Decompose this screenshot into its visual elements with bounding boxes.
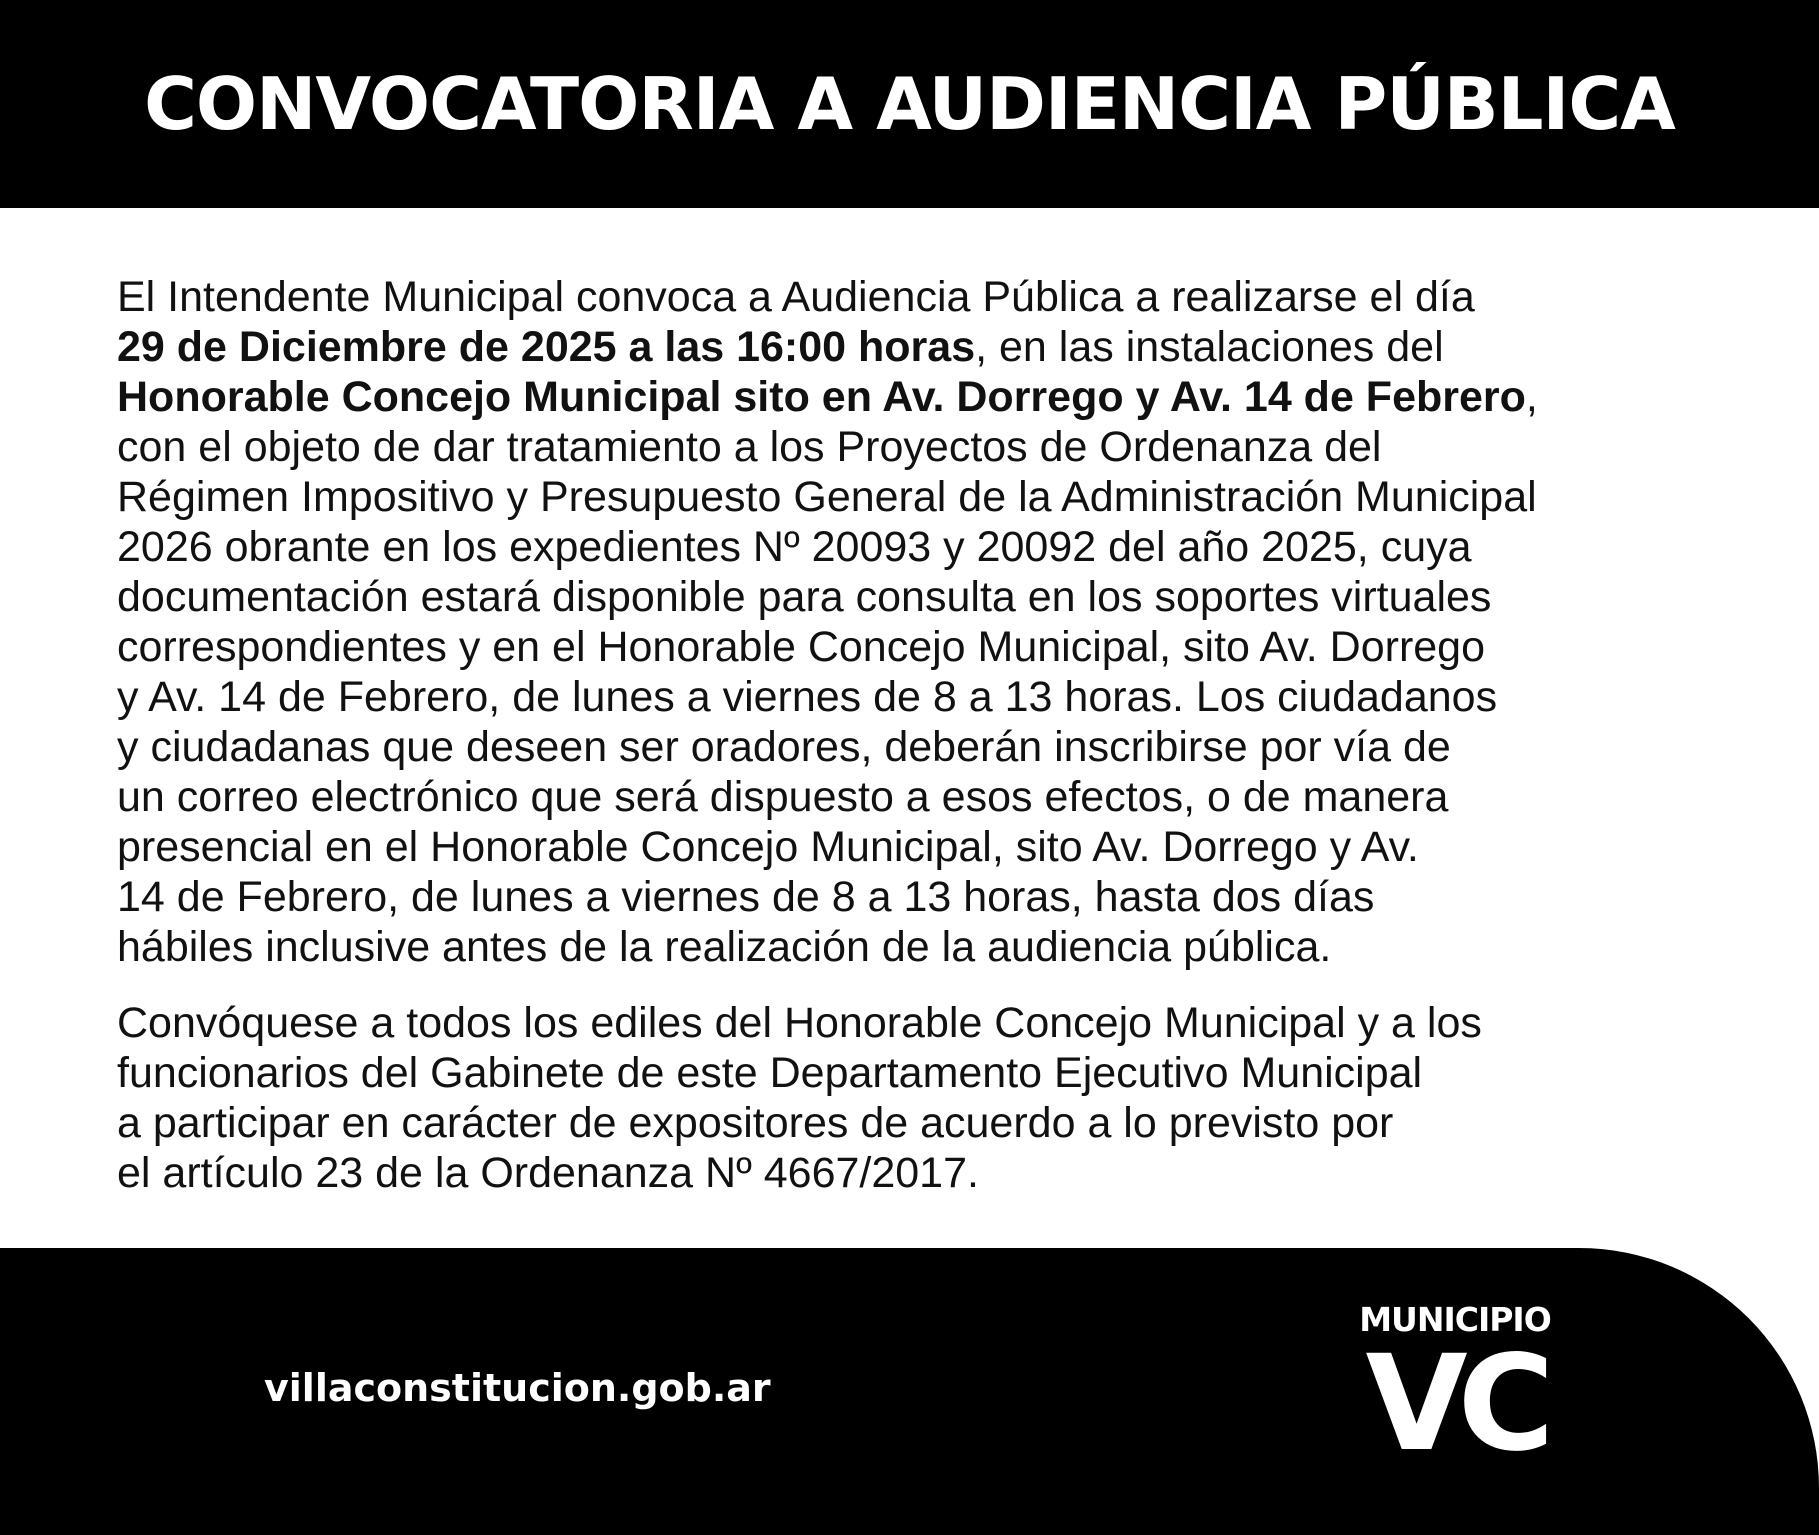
body-line-venue — [117, 372, 1757, 422]
logo-vc-text: VC — [1365, 1327, 1545, 1481]
body-line-date — [117, 322, 1757, 372]
body-line: El Intendente Municipal convoca a Audiencia Pública a realizarse el día — [117, 273, 1475, 321]
body-line: presencial en el Honorable Concejo Municipal, sito Av. Dorrego y Av. — [117, 823, 1419, 871]
body-line-text: , en las instalaciones del — [975, 323, 1444, 371]
body-line: 14 de Febrero, de lunes a viernes de 8 a 13 horas, hasta dos días — [117, 873, 1375, 921]
body-line: y Av. 14 de Febrero, de lunes a viernes de 8 a 13 horas. Los ciudadanos — [117, 673, 1498, 721]
notice-body — [117, 272, 1757, 1198]
municipio-vc-logo — [1350, 1300, 1560, 1490]
body-line: 2026 obrante en los expedientes Nº 20093 y 20092 del año 2025, cuya — [117, 523, 1472, 571]
body-line: funcionarios del Gabinete de este Departamento Ejecutivo Municipal — [117, 1049, 1423, 1097]
website-link[interactable]: villaconstitucion.gob.ar — [264, 1366, 771, 1410]
paragraph-convocation — [117, 272, 1757, 972]
paragraph-officials — [117, 998, 1757, 1198]
body-line: Convóquese a todos los ediles del Honorable Concejo Municipal y a los — [117, 999, 1482, 1047]
paragraph-gap — [117, 972, 1757, 998]
body-line: con el objeto de dar tratamiento a los Proyectos de Ordenanza del — [117, 423, 1382, 471]
body-line: Régimen Impositivo y Presupuesto General de la Administración Municipal — [117, 473, 1537, 521]
logo-municipio-text: MUNICIPIO — [1359, 1300, 1551, 1339]
body-line: correspondientes y en el Honorable Concejo Municipal, sito Av. Dorrego — [117, 623, 1486, 671]
event-venue: Honorable Concejo Municipal sito en Av. Dorrego y Av. 14 de Febrero — [117, 373, 1526, 421]
event-date-time: 29 de Diciembre de 2025 a las 16:00 horas — [117, 323, 976, 371]
body-line-text: , — [1525, 373, 1538, 421]
body-line: a participar en carácter de expositores de acuerdo a lo previsto por — [117, 1099, 1394, 1147]
body-line: documentación estará disponible para consulta en los soportes virtuales — [117, 573, 1492, 621]
page-title: CONVOCATORIA A AUDIENCIA PÚBLICA — [144, 62, 1675, 146]
body-line: el artículo 23 de la Ordenanza Nº 4667/2017. — [117, 1149, 979, 1197]
body-line: un correo electrónico que será dispuesto a esos efectos, o de manera — [117, 773, 1449, 821]
body-line: y ciudadanas que deseen ser oradores, deberán inscribirse por vía de — [117, 723, 1451, 771]
body-line: hábiles inclusive antes de la realización de la audiencia pública. — [117, 923, 1332, 971]
